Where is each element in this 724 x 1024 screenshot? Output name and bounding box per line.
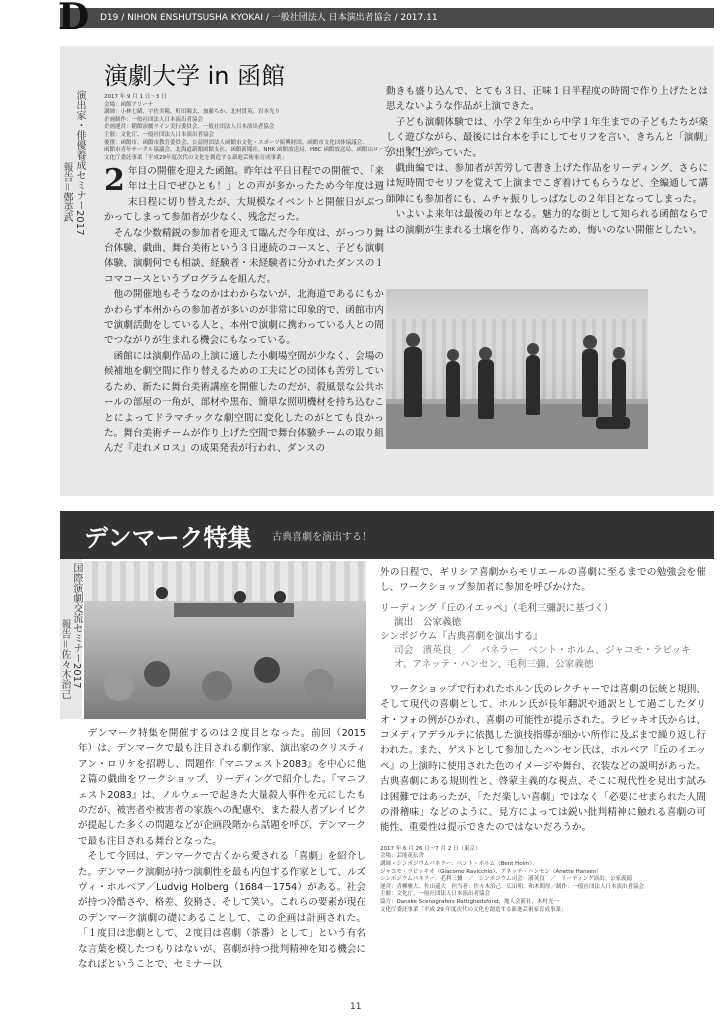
sec2-subtitle: 古典喜劇を演出する！	[272, 532, 372, 543]
sec2-title: デンマーク特集	[84, 524, 252, 552]
sec2-sidebar	[60, 559, 82, 719]
sec2-right-column	[380, 565, 706, 914]
sec1-meta	[104, 94, 439, 162]
program-list	[380, 602, 706, 672]
sec1-title: 演劇大学 in 函館	[104, 62, 286, 90]
sec1-series-label: 演出家・俳優養成セミナー2017	[74, 90, 85, 236]
meta-line: 後援：函館市、函館市教育委員会、公益財団法人函館市文化・スポーツ振興財団、函館市文化団体協議会、	[104, 139, 368, 146]
sec2-left-column	[78, 726, 366, 988]
paragraph: デンマーク特集を開催するのは２度目となった。前回（2015年）は、デンマークで最も注目される劇作家、演出家のクリスティアン・ロリケを招聘し、問題作『マニフェスト2083』を中心に他２篇の戯曲をワークショップ、リーディングで紹介した。『マニフェスト2083』は、ノルウェーで起きた大量殺人事件を元にしたものだが、被害者や被害者の家族への配慮や、また殺人者ブレイビクが提起した多くの問題などが企画段階から話題を呼び、デンマークで最も注目される舞台となった。	[78, 728, 366, 847]
meta-line: 企画運営：稲館演劇ライン実行委員会、一般社団法人日本演出者協会	[104, 124, 275, 131]
sec2-series-label: 国際演劇交流セミナー2017	[71, 563, 82, 689]
meta-line: 講師：小林七緒、宇佐美陽、町田瞳太、加藤ちか、北村貫英、岩本光り	[104, 109, 281, 116]
info-line: 主催：文化庁、一般社団法人日本演出者協会	[380, 891, 491, 898]
paragraph: いよいよ来年は最後の年となる。魅力的な街として知られる函館ならではの演劇が生まれる土壌を作り、高めるため、悔いのない開催としたい。	[386, 209, 708, 236]
meta-line: 主催：文化庁、一般社団法人日本演出者協会	[104, 131, 215, 138]
sec2-report-credit: 報告＝佐々木治己	[59, 619, 70, 699]
info-line: 2017 年 6 月 26 日～7 月 2 日（東京）	[380, 845, 481, 852]
sec1-left-column	[104, 164, 384, 494]
sec2-intro: 外の日程で、ギリシア喜劇からモリエールの喜劇に至るまでの勉強会を催し、ワークショップ参加者に参加を呼びかけた。	[380, 567, 706, 594]
paragraph: 動きも盛り込んで、とても３日、正味１日半程度の時間で作り上げたとは思えないような作品が上演できた。	[386, 86, 708, 113]
info-line: ジャコモ・ラビッキオ（Giacomo Ravicchio）、アネッテ・ハンセン（Anette Hansen）	[380, 868, 602, 875]
info-line: 講師・シンポジウムパネラー：ベント・ホルム（Bent Holm）、	[380, 861, 538, 868]
paragraph: 子ども演劇体験では、小学２年生から中学１年生までの子どもたちが楽しく遊びながら、最後には台本を手にしてセリフを言い、きちんと「演劇」が出来上がっていた。	[386, 116, 708, 159]
info-line: シンポジウムパネラー：毛利三彌 ／ シンポジウム司会：濱英良 ／ リーディング演出：公家義徳	[380, 876, 633, 883]
info-line: 文化庁委託事業「平成 29 年度次代の文化を創造する新進芸術家育成事業」	[380, 906, 567, 913]
program-item: 演出 公家義徳	[394, 616, 462, 628]
paragraph: 函館には演劇作品の上演に適した小劇場空間が少なく、会場の候補地を劇空間に作り替えるための工夫にどの団体も苦労しているため、新たに舞台美術講座を開催したのだが、殺風景な公共ホールの部屋の一角が、部材や黒布、簡単な照明機材を持ち込むことによってドラマチックな劇空間に変化したのがとても良かった。舞台美術チームが作り上げた空間で舞台体験チームの取り組んだ『走れメロス』の成果発表が行われ、ダンスの	[104, 350, 384, 455]
paragraph: 年目の開催を迎えた函館。昨年は平日日程での開催で、「来年は土日でぜひとも！」との声が多かったため今年度は週末日程に切り替えたが、大規模なイベントと開催日がぶつかってしまって参加者が少なく、残念だった。	[104, 166, 384, 224]
sec1-sidebar	[60, 46, 98, 496]
meta-line: 2017 年 9 月 1 日～3 日	[104, 94, 167, 100]
paragraph: そんな少数精鋭の参加者を迎えて臨んだ今年度は、がっつり舞台体験、戯曲、舞台美術という３日連続のコースと、子ども演劇体験、演劇何でも相談、経験者・未経験者に分かれたダンスの１コマコースというプログラムを組んだ。	[104, 227, 384, 285]
sec1-report-credit: 報告＝鄭英武	[61, 162, 72, 222]
program-item: シンポジウム『古典喜劇を演出する』	[380, 630, 543, 642]
page-number: 11	[350, 1002, 362, 1012]
info-line: 会場：芸能花伝舎	[380, 853, 425, 860]
info-line: 協力：Danske Scenografers Rettighedsfond、地人会新社、木村光一	[380, 899, 559, 906]
meta-line: 函館市青年サークル協議会、北海道新聞函館支社、函館新聞社、NHK 函館放送局、HBC 函館放送局、函館山ロープウェイ株 FM いるか	[104, 147, 439, 154]
sec2-info	[380, 846, 706, 914]
info-line: 運営：青柳雅大、佐山遥大 担当者：佐々木治己、広田明、和木間厚／制作：一般社団法人日本演出者協会	[380, 883, 645, 890]
sec2-report: ワークショップで行われたホルン氏のレクチャーでは喜劇の伝統と規則、そして現代の喜劇として、ホルン氏が長年翻訳や通訳として過ごしたダリオ・フォの例がひかれ、喜劇の可能性が提示された。ラビッキオ氏からは、コメディアデラルテに依拠した演技指導が細かい所作に及ぶまで繰り返し行われた。また、ゲストとして参加したハンセン氏は、ホルベア『丘のイエッペ』の上演時に使用された色のイメージや舞台、衣装などの説明があった。古典喜劇にある規則性と、啓蒙主義的な視点、そこに現代性を見出す試みは困難ではあったが、「ただ楽しい喜劇」ではなく「必要にせまられた人間の滑稽味」などのように、見方によっては鋭い批判精神に触れる喜劇の可能性、重要性は提示できたのではないだろうか。	[380, 683, 706, 834]
program-item: 司会 濱英良 ／ パネラー ベント・ホルム、ジャコモ・ラビッキオ、アネッテ・ハンセン、毛利三彌、公家義徳	[394, 644, 691, 670]
running-head: D19 / NIHON ENSHUTSUSHA KYOKAI / 一般社団法人 日本演出者協会 / 2017.11	[60, 8, 714, 28]
paragraph: 戯曲編では、参加者が苦労して書き上げた作品をリーディング、さらには短時間でセリフを覚えて上演までこぎ着けてもらうなど、全編通して講師陣にも参加者にも、ムチャ振りしっぱなしの２年目となってしまった。	[386, 163, 708, 205]
meta-line: 文化庁委託事業「平成29年度次代の文化を創造する新進芸術家育成事業」	[104, 154, 288, 161]
paragraph: 他の開催地もそうなのかはわからないが、北海道であるにもかかわらず本州からの参加者が多いのが非常に印象的で、函館市内で演劇活動をしている人と、本州で演劇に携わっている人との間でつながりが生まれる機会にもなっている。	[104, 289, 384, 347]
program-item: リーディング『丘のイエッペ』（毛利三彌訳に基づく）	[380, 602, 614, 614]
workshop-stage-photo	[386, 289, 648, 449]
magazine-logo: D	[58, 0, 90, 38]
meta-line: 会場：函館アリーナ	[104, 101, 154, 108]
seminar-audience-photo	[84, 561, 366, 719]
dropcap: 2	[104, 163, 125, 198]
paragraph: そして今回は、デンマークで古くから愛される「喜劇」を紹介した。デンマーク演劇が持つ演劇性を最も内包する作家として、ルズヴィ・ホルベア／Ludvig Holberg（1684－1754）がある。社会が持つ冷酷さや、格差、狡猾さ、そして笑い。これらの要素が現在のデンマーク演劇の礎にあることして、この企画は計画された。「１度目は悲劇として、２度目は喜劇（茶番）として」という有名な言葉を模したつもりはないが、喜劇が持つ批判精神を知る機会になればということで、セミナー以	[78, 851, 366, 971]
meta-line: 企画制作：一般社団法人日本演出者協会	[104, 116, 204, 123]
